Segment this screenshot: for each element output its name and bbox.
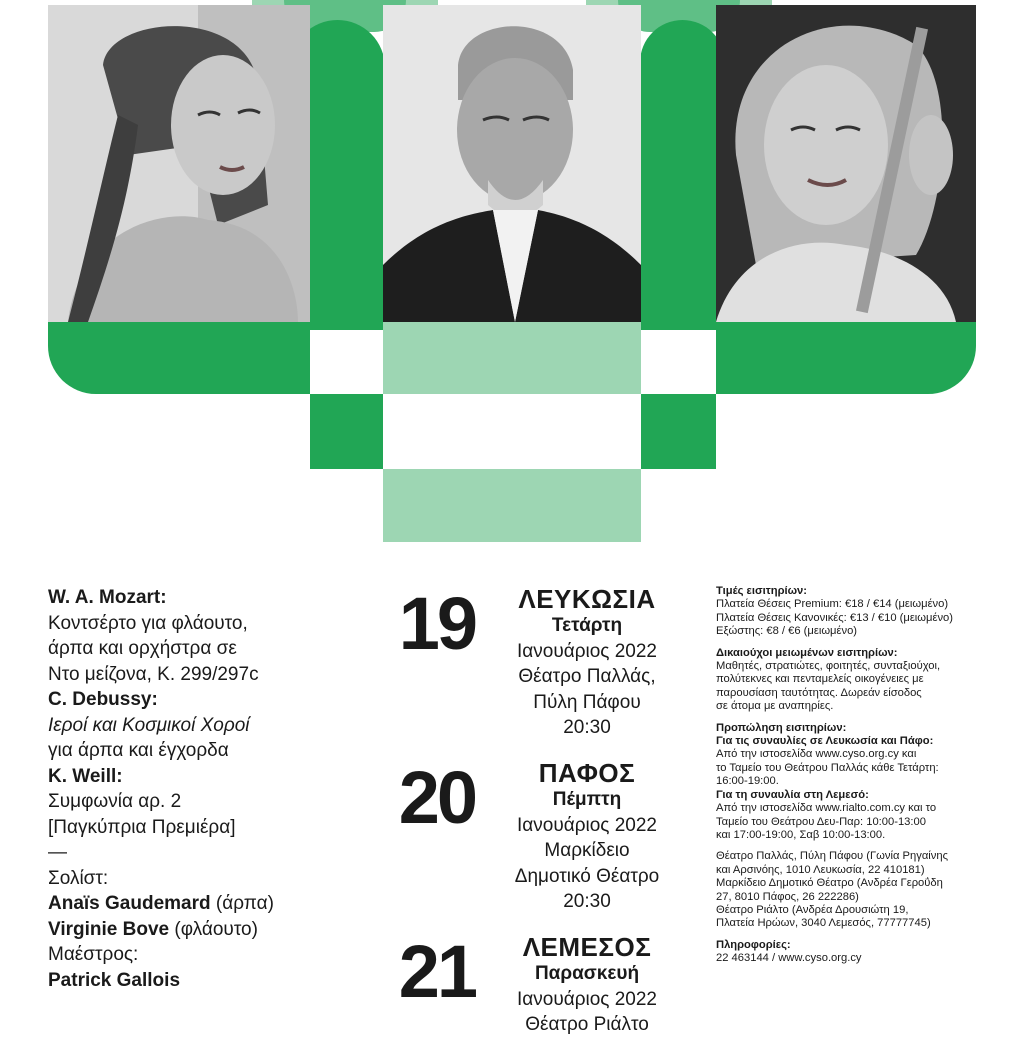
date-city: ΛΕΥΚΩΣΙΑ [518,584,656,614]
soloist-2 [48,917,348,943]
date-block-2 [360,756,690,929]
conductor-name: Patrick Gallois [48,969,181,991]
soloist-1 [48,891,348,917]
man-portrait-icon [383,5,641,322]
contact-title: Πληροφορίες: [716,938,791,951]
work-mozart-line3: Ντο μείζονα, Κ. 299/297c [48,663,259,685]
composer-debussy: C. Debussy: [48,689,158,710]
date-city: ΛΕΜΕΣΟΣ [522,932,652,962]
divider-dash: — [48,842,67,863]
venue-line: Θέατρο Ριάλτο (Ανδρέα Δρουσιώτη 19, [716,903,909,916]
deco-square-right [641,394,716,469]
date-month: Ιανουάριος 2022 [516,640,657,662]
date-block-1 [360,582,690,755]
soloist-harpist-photo [48,5,310,322]
work-mozart-line2: άρπα και ορχήστρα σε [48,638,237,659]
date-time: 20:30 [563,717,611,738]
date-day-number: 19 [398,582,475,665]
date-venue-line1: Θέατρο Ριάλτο [525,1014,649,1035]
presale-line: Από την ιστοσελίδα www.rialto.com.cy και το [716,802,937,815]
work-mozart-line1: Κοντσέρτο για φλάουτο, [48,612,248,634]
date-venue-line1: Θέατρο Παλλάς, [518,666,656,687]
prices-line: Πλατεία Θέσεις Premium: €18 / €14 (μειωμένο) [716,598,949,611]
soloist-flutist-photo [716,5,976,322]
soloist-1-instrument: (άρπα) [210,893,274,914]
soloist-2-name: Virginie Bove [48,918,170,940]
deco-column-right [640,20,725,330]
soloist-2-instrument: (φλάουτο) [169,918,258,940]
work-debussy-line2: για άρπα και έγχορδα [48,740,229,761]
date-details [482,585,692,741]
soloists-label: Σολίστ: [48,867,109,889]
venues-section [716,850,1006,930]
date-venue-line1: Μαρκίδειο [544,840,630,861]
venue-line: Μαρκίδειο Δημοτικό Θέατρο (Ανδρέα Γεροΰδη [716,877,943,890]
prices-line: Πλατεία Θέσεις Κανονικές: €13 / €10 (μειωμένο) [716,611,954,624]
date-weekday: Πέμπτη [552,789,622,810]
deco-square-left [310,394,383,469]
presale-section [716,722,1006,843]
date-venue-line2: Δημοτικό Θέατρο [514,865,660,887]
reduced-line: σε άτομα με αναπηρίες. [716,700,834,713]
reduced-line: Μαθητές, στρατιώτες, φοιτητές, συνταξιούχοι, [716,660,941,673]
work-weill-line2: [Παγκύπρια Πρεμιέρα] [48,816,236,838]
date-month: Ιανουάριος 2022 [516,814,657,836]
date-weekday: Τετάρτη [551,615,623,636]
date-city: ΠΑΦΟΣ [538,758,636,788]
date-details [482,933,692,1038]
deco-band-right [716,322,976,394]
conductor-photo [383,5,641,322]
date-weekday: Παρασκευή [534,963,640,984]
deco-bottom-block [383,469,641,542]
composer-weill: K. Weill: [48,765,123,787]
woman-portrait-icon [48,5,310,322]
prices-title: Τιμές εισιτηρίων: [716,585,807,597]
venue-line: και Αρσινόης, 1010 Λευκωσία, 22 410181) [716,863,925,876]
reduced-section [716,647,1006,714]
reduced-line: παρουσίαση ταυτότητας. Δωρεάν είσοδος [716,686,922,699]
prices-line: Εξώστης: €8 / €6 (μειωμένο) [716,625,858,638]
program-list [48,585,348,993]
date-month: Ιανουάριος 2022 [516,988,657,1010]
presale-line: Από την ιστοσελίδα www.cyso.org.cy και [716,748,917,761]
presale-subtitle: Για τις συναυλίες σε Λευκωσία και Πάφο: [716,735,934,748]
work-weill-line1: Συμφωνία αρ. 2 [48,791,182,812]
presale-title: Προπώληση εισιτηρίων: [716,721,847,734]
date-day-number: 21 [398,930,475,1013]
soloist-1-name: Anaïs Gaudemard [48,893,211,914]
presale-line: το Ταμείο του Θεάτρου Παλλάς κάθε Τετάρτη: [716,761,939,774]
work-debussy-title: Ιεροί και Κοσμικοί Χοροί [48,714,250,736]
presale-line: Ταμείο του Θεάτρου Δευ-Παρ: 10:00-13:00 [716,815,926,828]
date-venue-line2: Πύλη Πάφου [533,691,641,713]
deco-band-left [48,322,310,394]
reduced-title: Δικαιούχοι μειωμένων εισιτηρίων: [716,646,898,659]
contact-line: 22 463144 / www.cyso.org.cy [716,952,862,965]
deco-band-center [383,322,641,394]
date-details [482,759,692,915]
venue-line: Θέατρο Παλλάς, Πύλη Πάφου (Γωνία Ρηγαίνης [716,850,948,863]
conductor-label: Μαέστρος: [48,944,139,965]
reduced-line: πολύτεκνες και πενταμελείς οικογένειες με [716,673,924,686]
prices-section [716,585,1006,639]
date-block-3 [360,930,690,1035]
presale-line: και 17:00-19:00, Σαβ 10:00-13:00. [716,828,886,841]
composer-mozart: W. A. Mozart: [48,587,167,608]
venue-line: Πλατεία Ηρώων, 3040 Λεμεσός, 77777745) [716,917,931,930]
woman-flute-portrait-icon [716,5,976,322]
presale-subtitle: Για τη συναυλία στη Λεμεσό: [716,788,869,801]
date-day-number: 20 [398,756,475,839]
ticket-info [716,585,1006,974]
venue-line: 27, 8010 Πάφος, 26 222286) [716,890,859,903]
contact-section [716,939,1006,966]
presale-line: 16:00-19:00. [716,775,779,788]
date-time: 20:30 [563,891,611,912]
